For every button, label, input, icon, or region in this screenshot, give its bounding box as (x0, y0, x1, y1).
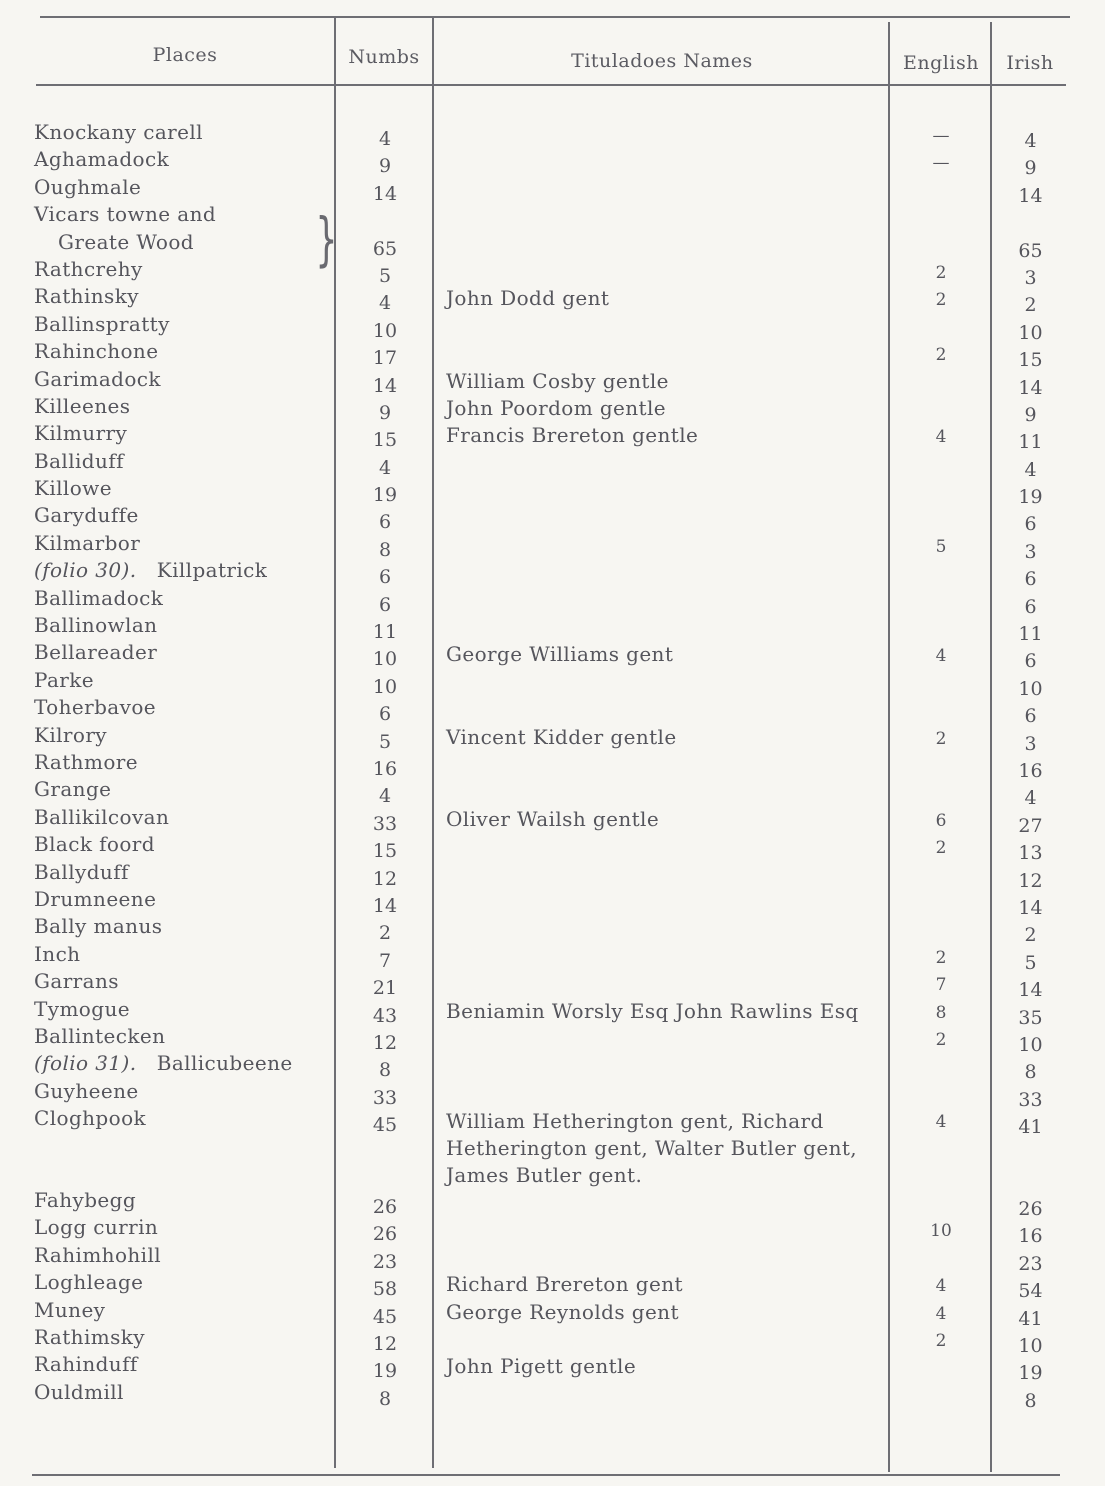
place-cell (34, 1051, 293, 1075)
place-cell: Ballyduff (34, 859, 129, 884)
irish-cell: 8 (1024, 1061, 1037, 1084)
english-cell: 2 (935, 262, 947, 283)
table-body (0, 120, 1105, 1412)
irish-cell: 35 (1018, 1006, 1043, 1029)
place-cell (34, 558, 267, 582)
table-row (0, 777, 1105, 810)
english-cell: 4 (935, 1303, 947, 1324)
numbs-cell: 58 (372, 1278, 398, 1301)
place-cell: Garrans (34, 969, 119, 994)
irish-cell: 4 (1024, 458, 1037, 481)
names-cell: Oliver Wailsh gentle (446, 806, 660, 831)
irish-cell: 3 (1024, 732, 1037, 755)
place-cell: Tymogue (34, 996, 130, 1021)
place-cell: Garimadock (34, 366, 161, 391)
numbs-cell: 33 (372, 1086, 398, 1109)
irish-cell: 23 (1018, 1252, 1043, 1275)
table-row (0, 1051, 1105, 1084)
place-cell: Killeenes (34, 393, 131, 418)
numbs-cell: 4 (378, 292, 392, 315)
english-cell: 2 (935, 728, 947, 749)
irish-cell: 14 (1018, 376, 1043, 399)
numbs-cell: 8 (378, 1387, 392, 1410)
numbs-cell: 16 (372, 757, 398, 780)
english-cell: 6 (935, 810, 947, 831)
place-cell: Rahinduff (34, 1352, 138, 1377)
table-row (0, 1352, 1105, 1385)
numbs-cell: 9 (378, 401, 392, 424)
numbs-cell: 10 (372, 675, 398, 698)
irish-cell: 6 (1024, 568, 1037, 591)
irish-cell: 6 (1024, 595, 1037, 618)
numbs-cell: 4 (378, 785, 392, 808)
names-cell: John Dodd gent (446, 286, 610, 311)
place-cell: Fahybegg (34, 1188, 137, 1213)
table-row (0, 695, 1105, 728)
place-cell: Rathmore (34, 749, 138, 774)
folio-ref: (folio 30). (34, 558, 137, 583)
numbs-cell: 10 (372, 648, 398, 671)
numbs-cell: 26 (372, 1223, 398, 1246)
table-row (0, 667, 1105, 700)
irish-cell: 4 (1024, 787, 1037, 810)
numbs-cell: 12 (372, 1333, 398, 1356)
header-numbs: Numbs (348, 46, 420, 68)
table-row (0, 886, 1105, 919)
place-cell: Oughmale (34, 174, 142, 199)
english-cell: 4 (935, 427, 947, 448)
irish-cell: 12 (1018, 869, 1043, 892)
english-cell: 2 (935, 947, 947, 968)
place-cell: Toherbavoe (34, 695, 157, 720)
numbs-cell: 6 (378, 511, 392, 534)
table-row (0, 749, 1105, 782)
numbs-cell: 14 (372, 182, 398, 205)
place-cell: Garyduffe (34, 503, 139, 528)
english-cell: 5 (935, 536, 947, 557)
place-cell: Muney (34, 1297, 106, 1322)
place-name: Killpatrick (156, 558, 268, 583)
place-cell: Ballikilcovan (34, 804, 170, 829)
english-cell: 2 (935, 1331, 947, 1352)
irish-cell: 10 (1018, 1335, 1043, 1358)
place-cell: Loghleage (34, 1270, 144, 1295)
table-row (0, 1215, 1105, 1248)
place-cell: Guyheene (34, 1078, 139, 1103)
place-cell: Ballinowlan (34, 613, 158, 638)
english-cell: 4 (935, 646, 947, 667)
irish-cell: 3 (1024, 540, 1037, 563)
place-cell: Knockany carell (34, 120, 203, 144)
english-cell: — (932, 126, 950, 146)
numbs-cell: 10 (372, 319, 398, 342)
irish-cell: 65 (1018, 239, 1043, 262)
place-name: Ballicubeene (156, 1051, 293, 1076)
numbs-cell: 6 (378, 593, 392, 616)
numbs-cell: 4 (378, 456, 392, 479)
place-cell: Cloghpook (34, 1106, 147, 1131)
table-row (0, 1325, 1105, 1358)
names-cell: George Reynolds gent (446, 1299, 679, 1324)
irish-cell: 41 (1018, 1307, 1043, 1330)
numbs-cell: 5 (378, 264, 392, 287)
english-cell: 4 (935, 1276, 947, 1297)
irish-cell: 19 (1018, 486, 1043, 509)
numbs-cell: 21 (372, 977, 398, 1000)
irish-cell: 2 (1024, 294, 1037, 317)
table-row (0, 147, 1105, 180)
irish-cell: 6 (1024, 650, 1037, 673)
numbs-cell: 23 (372, 1250, 398, 1273)
names-cell: John Pigett gentle (446, 1354, 637, 1379)
header-names: Tituladoes Names (571, 50, 753, 72)
place-cell: Rathimsky (34, 1325, 146, 1350)
table-row (0, 1023, 1105, 1056)
irish-cell: 54 (1018, 1280, 1043, 1303)
names-cell: William Cosby gentle (446, 368, 669, 393)
numbs-cell: 2 (378, 922, 392, 945)
numbs-cell: 6 (378, 566, 392, 589)
irish-cell: 14 (1018, 896, 1043, 919)
numbs-cell: 8 (378, 538, 392, 561)
numbs-cell: 19 (372, 1360, 398, 1383)
irish-cell: 6 (1024, 513, 1037, 536)
table-row (0, 1106, 1105, 1188)
irish-cell: 33 (1018, 1088, 1043, 1111)
numbs-cell: 8 (378, 1059, 392, 1082)
english-cell: 2 (935, 1029, 947, 1050)
table-row (0, 1188, 1105, 1221)
table-row (0, 476, 1105, 509)
irish-cell: 11 (1018, 623, 1043, 646)
table-row (0, 366, 1105, 399)
irish-cell: 8 (1024, 1389, 1037, 1412)
bottom-rule (32, 1474, 1060, 1476)
place-cell: Drumneene (34, 886, 157, 911)
place-cell: Greate Wood (58, 229, 195, 254)
names-cell: George Williams gent (446, 642, 674, 667)
numbs-cell: 19 (372, 484, 398, 507)
table-row (0, 256, 1105, 289)
header-rule (36, 84, 1066, 86)
header-places: Places (152, 44, 218, 66)
irish-cell: 10 (1018, 321, 1043, 344)
numbs-cell: 65 (372, 237, 398, 260)
place-cell: Parke (34, 667, 94, 692)
table-row (0, 1270, 1105, 1303)
table-row (0, 311, 1105, 344)
english-cell: 10 (930, 1221, 952, 1242)
table-row (0, 421, 1105, 454)
numbs-cell: 11 (372, 621, 398, 644)
irish-cell: 27 (1018, 814, 1043, 837)
place-cell: Ballimadock (34, 585, 164, 610)
table-row (0, 229, 1105, 262)
english-cell: 4 (935, 1112, 947, 1133)
place-cell: Bally manus (34, 914, 163, 939)
table-row (0, 1078, 1105, 1111)
irish-cell: 9 (1024, 403, 1037, 426)
place-cell: Rathinsky (34, 284, 139, 309)
english-cell: 8 (935, 1002, 947, 1023)
irish-cell: 3 (1024, 266, 1037, 289)
place-cell: Inch (34, 941, 81, 966)
numbs-cell: 9 (378, 155, 392, 178)
table-row (0, 1379, 1105, 1412)
english-cell: 2 (935, 290, 947, 311)
top-rule (40, 16, 1070, 18)
table-row (0, 202, 1105, 229)
numbs-cell: 15 (372, 429, 398, 452)
table-row (0, 969, 1105, 1002)
numbs-cell: 26 (372, 1196, 398, 1219)
numbs-cell: 14 (372, 374, 398, 397)
irish-cell: 15 (1018, 349, 1043, 372)
header-irish: Irish (1006, 52, 1054, 74)
place-cell: Ouldmill (34, 1379, 124, 1404)
numbs-cell: 5 (378, 730, 392, 753)
irish-cell: 13 (1018, 842, 1043, 865)
table-row (0, 503, 1105, 536)
place-cell: Ballinspratty (34, 311, 170, 336)
irish-cell: 4 (1024, 130, 1037, 152)
irish-cell: 10 (1018, 1033, 1043, 1056)
irish-cell: 14 (1018, 184, 1043, 207)
place-cell: Kilrory (34, 722, 107, 747)
table-row (0, 804, 1105, 837)
irish-cell: 16 (1018, 1225, 1043, 1248)
place-cell: Vicars towne and (34, 202, 217, 227)
english-cell: — (932, 153, 950, 174)
place-cell: Kilmarbor (34, 530, 141, 555)
place-cell: Killowe (34, 476, 112, 501)
header-english: English (903, 52, 979, 74)
place-cell: Black foord (34, 832, 155, 857)
names-cell: Beniamin Worsly Esq John Rawlins Esq (446, 998, 859, 1023)
irish-cell: 2 (1024, 924, 1037, 947)
irish-cell: 11 (1018, 431, 1043, 454)
table-row (0, 448, 1105, 481)
table-row (0, 996, 1105, 1029)
place-cell: Rathcrehy (34, 256, 143, 281)
names-cell: Vincent Kidder gentle (446, 724, 677, 749)
place-cell: Aghamadock (34, 147, 170, 172)
irish-cell: 14 (1018, 979, 1043, 1002)
table-row (0, 120, 1105, 152)
irish-cell: 19 (1018, 1362, 1043, 1385)
table-row (0, 393, 1105, 426)
folio-ref: (folio 31). (34, 1051, 137, 1076)
numbs-cell: 45 (372, 1305, 398, 1328)
names-cell: William Hetherington gent, Richard Hetherington gent, Walter Butler gent, James Butler gent. (446, 1109, 858, 1188)
table-row (0, 722, 1105, 755)
table-row (0, 174, 1105, 207)
names-cell: Francis Brereton gentle (446, 423, 699, 448)
place-cell: Bellareader (34, 640, 158, 665)
table-row (0, 832, 1105, 865)
table-row (0, 558, 1105, 591)
numbs-cell: 43 (372, 1004, 398, 1027)
brace-mark: } (315, 205, 338, 273)
irish-cell: 41 (1018, 1116, 1043, 1139)
numbs-cell: 12 (372, 867, 398, 890)
numbs-cell: 45 (372, 1114, 398, 1137)
place-cell: Kilmurry (34, 421, 128, 446)
irish-cell: 26 (1018, 1198, 1043, 1221)
numbs-cell: 12 (372, 1031, 398, 1054)
numbs-cell: 4 (378, 128, 392, 150)
numbs-cell: 14 (372, 894, 398, 917)
table-row (0, 530, 1105, 563)
english-cell: 2 (935, 345, 947, 366)
english-cell: 2 (935, 838, 947, 859)
numbs-cell: 6 (378, 703, 392, 726)
numbs-cell: 15 (372, 840, 398, 863)
irish-cell: 6 (1024, 705, 1037, 728)
table-row (0, 941, 1105, 974)
table-row (0, 1297, 1105, 1330)
place-cell: Rahinchone (34, 339, 159, 364)
names-cell: John Poordom gentle (446, 395, 667, 420)
table-row (0, 585, 1105, 618)
numbs-cell: 33 (372, 812, 398, 835)
irish-cell: 5 (1024, 951, 1037, 974)
place-cell: Balliduff (34, 448, 124, 473)
place-cell: Logg currin (34, 1215, 159, 1240)
irish-cell: 10 (1018, 677, 1043, 700)
irish-cell: 9 (1024, 157, 1037, 180)
irish-cell: 16 (1018, 759, 1043, 782)
place-cell: Grange (34, 777, 112, 802)
table-row (0, 339, 1105, 372)
table-row (0, 640, 1105, 673)
english-cell: 7 (935, 975, 947, 996)
place-cell: Ballintecken (34, 1023, 166, 1048)
numbs-cell: 7 (378, 949, 392, 972)
table-row (0, 1242, 1105, 1275)
table-row (0, 859, 1105, 892)
table-row (0, 613, 1105, 646)
table-row (0, 914, 1105, 947)
names-cell: Richard Brereton gent (446, 1272, 683, 1297)
table-row (0, 284, 1105, 317)
numbs-cell: 17 (372, 347, 398, 370)
place-cell: Rahimhohill (34, 1242, 162, 1267)
